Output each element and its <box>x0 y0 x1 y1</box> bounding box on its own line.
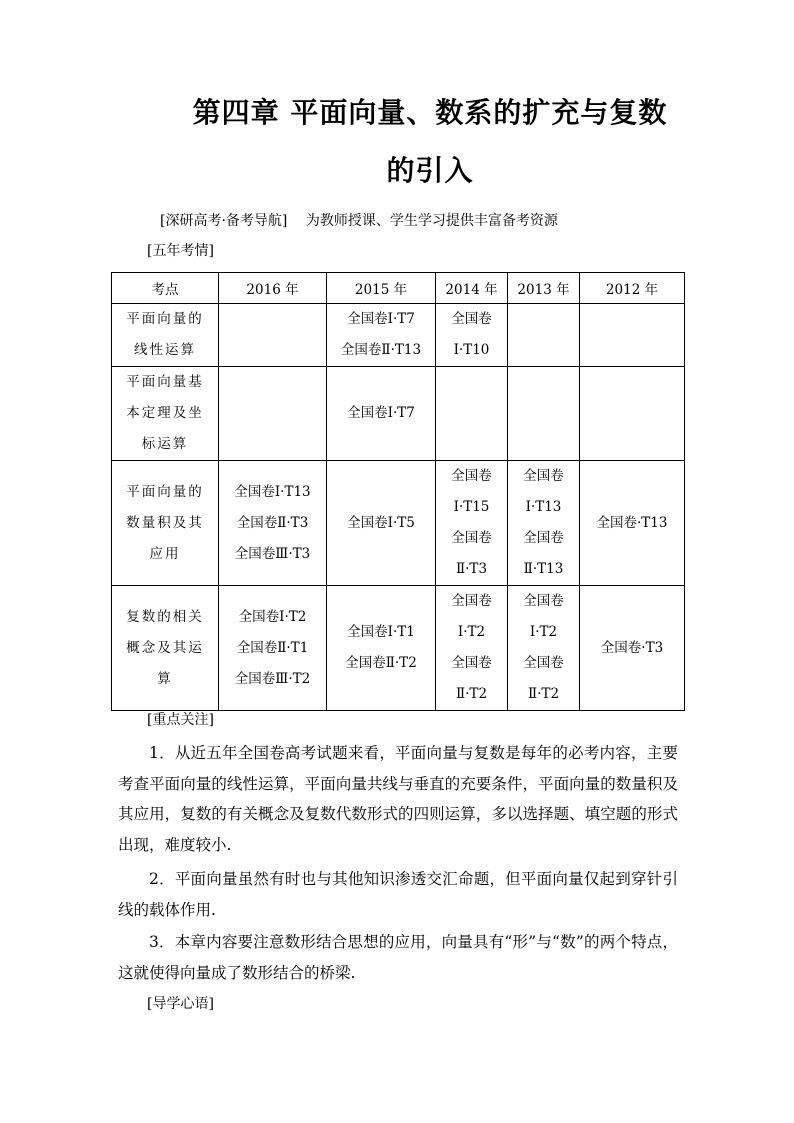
paragraph-line: 要考查平面向量的线性运算，平面向量共线与垂直的充要条件，平面向量的数量 <box>118 744 678 793</box>
cell-line: 全国卷 <box>451 468 492 484</box>
cell-line: Ⅱ·T2 <box>455 686 488 702</box>
table-cell <box>327 586 436 711</box>
paragraph-line: 2．平面向量虽然有时也与其他知识渗透交汇命题，但平面向量仅起到穿针 <box>149 870 663 888</box>
table-cell <box>327 367 436 461</box>
cell-line: 全国卷 <box>451 530 492 546</box>
cell-line: Ⅰ·T15 <box>453 499 490 515</box>
section-label-study-guide: [导学心语] <box>147 996 214 1012</box>
paragraph-3 <box>118 927 678 988</box>
cell-line: Ⅰ·T2 <box>529 624 558 640</box>
topic-line: 线性运算 <box>134 342 196 358</box>
topic-cell <box>112 367 219 461</box>
cell-line: 全国卷Ⅱ·T13 <box>340 342 422 358</box>
subtitle-bracket: [深研高考·备考导航] <box>160 213 288 229</box>
table-cell <box>580 586 685 711</box>
topic-line: 本定理及坐 <box>126 405 204 421</box>
table-row <box>112 304 685 367</box>
topic-line: 应用 <box>149 545 181 562</box>
table-cell <box>327 304 436 367</box>
header-cell: 2016 年 <box>219 273 327 304</box>
chapter-title-line-1: 第四章 平面向量、数系的扩充与复数 <box>192 96 668 129</box>
cell-line: 全国卷 <box>451 311 492 327</box>
cell-line: Ⅰ·T2 <box>457 624 486 640</box>
topic-line: 算 <box>157 670 173 687</box>
cell-line: 全国卷 <box>523 655 564 671</box>
table-cell <box>580 461 685 586</box>
cell-line: 全国卷Ⅰ·T5 <box>347 514 415 531</box>
header-cell: 2015 年 <box>327 273 436 304</box>
topic-cell <box>112 304 219 367</box>
cell-line: 全国卷 <box>523 593 564 609</box>
paragraph-line: 3．本章内容要注意数形结合思想的应用，向量具有“形”与“数”的两个 <box>149 933 632 951</box>
cell-line: Ⅰ·T13 <box>525 499 562 515</box>
table-cell <box>219 367 327 461</box>
cell-line: 全国卷Ⅰ·T7 <box>347 311 415 327</box>
topic-line: 平面向量基 <box>126 374 204 390</box>
table-row <box>112 367 685 461</box>
cell-line: 全国卷Ⅰ·T13 <box>234 483 311 500</box>
cell-line: 全国卷·T13 <box>596 514 668 531</box>
cell-line: 全国卷Ⅰ·T1 <box>347 624 415 640</box>
table-cell <box>436 461 508 586</box>
topic-line: 数量积及其 <box>126 514 204 531</box>
topic-line: 标运算 <box>141 436 189 452</box>
chapter-title-line-2: 的引入 <box>386 154 474 187</box>
table-cell <box>580 367 685 461</box>
cell-line: 全国卷Ⅲ·T2 <box>234 670 311 687</box>
cell-line: Ⅰ·T10 <box>453 342 490 358</box>
table-row <box>112 586 685 711</box>
header-cell: 2013 年 <box>508 273 580 304</box>
topic-line: 平面向量的 <box>126 483 204 500</box>
table-cell <box>436 304 508 367</box>
cell-line: Ⅱ·T3 <box>455 561 488 577</box>
cell-line: 全国卷Ⅲ·T3 <box>234 545 311 562</box>
cell-line: 全国卷Ⅱ·T3 <box>236 514 309 531</box>
table-cell <box>436 586 508 711</box>
table-cell <box>436 367 508 461</box>
table-cell <box>219 304 327 367</box>
table-cell <box>508 367 580 461</box>
subtitle-text: 为教师授课、学生学习提供丰富备考资源 <box>305 213 558 229</box>
topic-cell <box>112 586 219 711</box>
table-cell <box>327 461 436 586</box>
table-row <box>112 461 685 586</box>
cell-line: 全国卷Ⅱ·T1 <box>236 639 309 656</box>
cell-line: 全国卷·T3 <box>600 639 664 656</box>
table-cell <box>508 586 580 711</box>
table-cell <box>219 586 327 711</box>
topic-line: 复数的相关 <box>126 608 204 625</box>
table-cell <box>580 304 685 367</box>
table-header-row <box>112 273 685 304</box>
section-label-five-year: [五年考情] <box>147 243 214 259</box>
table-cell <box>508 304 580 367</box>
header-cell: 考点 <box>112 273 219 304</box>
table-cell <box>508 461 580 586</box>
paragraph-2 <box>118 864 678 925</box>
table-cell <box>219 461 327 586</box>
cell-line: 全国卷 <box>451 655 492 671</box>
exam-table <box>111 272 685 711</box>
paragraph-line: 引线的载体作用. <box>118 870 678 919</box>
topic-cell <box>112 461 219 586</box>
paragraph-1 <box>118 738 678 860</box>
header-cell: 2012 年 <box>580 273 685 304</box>
paragraph-line: 的形式出现，难度较小. <box>118 805 678 854</box>
cell-line: 全国卷 <box>523 530 564 546</box>
cell-line: Ⅱ·T13 <box>523 561 564 577</box>
topic-line: 概念及其运 <box>126 639 204 656</box>
cell-line: 全国卷 <box>451 593 492 609</box>
topic-line: 平面向量的 <box>126 311 204 327</box>
cell-line: Ⅱ·T2 <box>527 686 560 702</box>
paragraph-line: 积及其应用，复数的有关概念及复数代数形式的四则运算，多以选择题、填空题 <box>118 774 678 823</box>
subtitle <box>160 211 680 231</box>
section-label-key-focus: [重点关注] <box>147 712 214 728</box>
cell-line: 全国卷Ⅱ·T2 <box>345 655 417 671</box>
header-cell: 2014 年 <box>436 273 508 304</box>
paragraph-line: 特点，这就使得向量成了数形结合的桥梁. <box>118 933 678 982</box>
paragraph-line: 1．从近五年全国卷高考试题来看，平面向量与复数是每年的必考内容，主 <box>149 744 663 762</box>
cell-line: 全国卷 <box>523 468 564 484</box>
cell-line: 全国卷Ⅰ·T7 <box>347 405 415 421</box>
cell-line: 全国卷Ⅰ·T2 <box>238 608 307 625</box>
